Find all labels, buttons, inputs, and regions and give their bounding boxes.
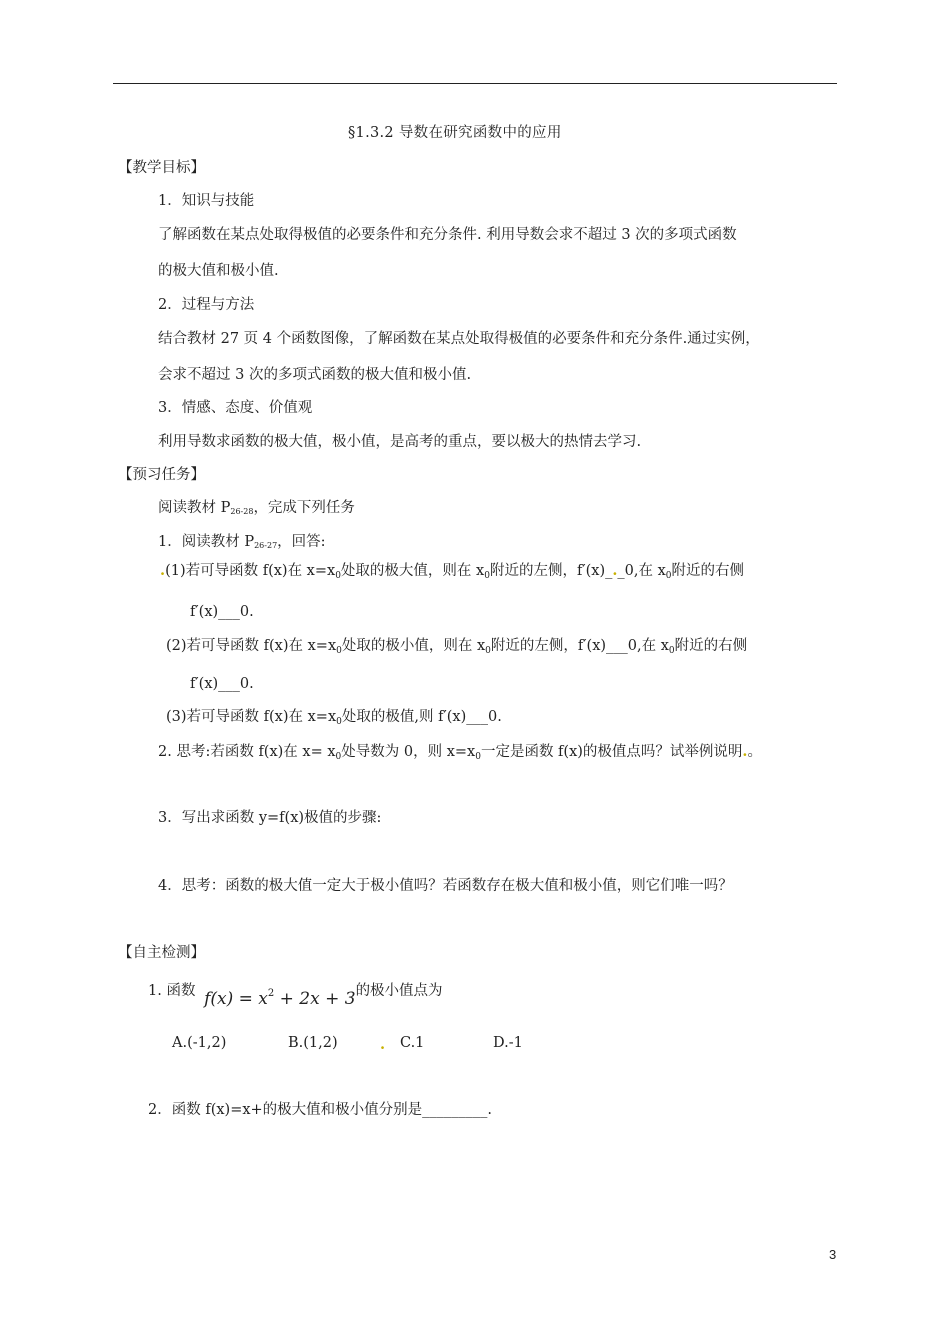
page-number: 3 bbox=[829, 1247, 837, 1262]
goal-3-heading: 3．情感、态度、价值观 bbox=[158, 400, 313, 416]
question-1-2 bbox=[166, 637, 747, 660]
q2-text-b: 处导数为 0，则 x=x bbox=[341, 744, 476, 760]
question-1-2-line-2: f′(x)___0. bbox=[190, 676, 254, 692]
question-4: 4．思考：函数的极大值一定大于极小值吗？若函数存在极大值和极小值，则它们唯一吗？ bbox=[158, 878, 733, 894]
q1-1-text-d: _0,在 x bbox=[617, 563, 666, 579]
question-1-1-line-2: f′(x)___0. bbox=[190, 604, 254, 620]
check-1-text-b: 的极小值点为 bbox=[355, 983, 443, 999]
q1-3-text-b: 处取的极值,则 f′(x)___0. bbox=[341, 709, 502, 725]
question-1-1 bbox=[160, 562, 744, 585]
goal-2-heading: 2．过程与方法 bbox=[158, 297, 255, 313]
option-c: C.1 bbox=[400, 1035, 425, 1051]
q2-text-c: 一定是函数 f(x)的极值点吗？试举例说明 bbox=[480, 744, 743, 760]
q1-2-text-d: 附近的右侧 bbox=[674, 638, 748, 654]
preview-intro-subscript: 26-28 bbox=[230, 507, 254, 516]
option-d: D.-1 bbox=[493, 1035, 523, 1051]
highlight-mark-3: . bbox=[742, 743, 748, 760]
goal-1-line-1: 了解函数在某点处取得极值的必要条件和充分条件. 利用导数会求不超过 3 次的多项式函数 bbox=[158, 227, 737, 243]
formula-f: f bbox=[204, 989, 211, 1009]
preview-intro bbox=[158, 499, 355, 521]
goal-1-line-2: 的极大值和极小值. bbox=[158, 263, 279, 279]
q1-2-sub-3: 0 bbox=[668, 646, 675, 656]
question-1-subscript: 26-27 bbox=[254, 541, 278, 550]
q1-1-text-c: 附近的左侧，f′(x)_ bbox=[489, 563, 613, 579]
highlight-mark-2: . bbox=[612, 562, 618, 579]
highlight-mark: . bbox=[160, 562, 166, 579]
question-1-3 bbox=[166, 708, 502, 731]
goal-3-line-1: 利用导数求函数的极大值，极小值，是高考的重点，要以极大的热情去学习. bbox=[158, 434, 642, 450]
option-b: B.(1,2) bbox=[288, 1035, 338, 1051]
question-1-text-b: ，回答: bbox=[277, 534, 326, 550]
q1-1-text-e: 附近的右侧 bbox=[671, 563, 745, 579]
check-1-formula bbox=[204, 989, 356, 1009]
highlight-mark-4: . bbox=[380, 1036, 386, 1053]
goal-2-line-1: 结合教材 27 页 4 个函数图像，了解函数在某点处取得极值的必要条件和充分条件.通过实例， bbox=[158, 331, 760, 347]
question-1-text-a: 1．阅读教材 P bbox=[158, 534, 255, 550]
question-1 bbox=[158, 533, 326, 555]
section-goals: 【教学目标】 bbox=[118, 160, 205, 176]
q2-text-a: 2. 思考:若函数 f(x)在 x= x bbox=[158, 744, 336, 760]
q1-2-text-b: 处取的极小值，则在 x bbox=[341, 638, 486, 654]
preview-intro-text-a: 阅读教材 P bbox=[158, 500, 231, 516]
check-question-1 bbox=[148, 976, 443, 1009]
preview-intro-text-b: ，完成下列任务 bbox=[253, 500, 355, 516]
q1-1-sub-2: 0 bbox=[484, 571, 490, 581]
check-question-2: 2．函数 f(x)=x+的极大值和极小值分别是_________. bbox=[148, 1102, 493, 1118]
question-3: 3．写出求函数 y=f(x)极值的步骤: bbox=[158, 810, 382, 826]
q1-2-text-a: (2)若可导函数 f(x)在 x=x bbox=[166, 638, 337, 654]
check-1-text-a: 1. 函数 bbox=[148, 983, 196, 999]
formula-exponent: 2 bbox=[267, 988, 275, 999]
section-self-check: 【自主检测】 bbox=[118, 945, 205, 961]
q1-3-sub-1: 0 bbox=[336, 717, 342, 727]
q1-1-text-b: 处取的极大值，则在 x bbox=[340, 563, 485, 579]
q2-text-d: 。 bbox=[747, 744, 762, 760]
q2-sub-2: 0 bbox=[475, 752, 481, 762]
q2-sub-1: 0 bbox=[335, 752, 342, 762]
q1-1-sub-1: 0 bbox=[335, 571, 341, 581]
goal-1-heading: 1．知识与技能 bbox=[158, 193, 255, 209]
formula-part-c: + 2x + 3 bbox=[274, 989, 356, 1009]
question-2 bbox=[158, 743, 762, 766]
q1-3-text-a: (3)若可导函数 f(x)在 x=x bbox=[166, 709, 337, 725]
q1-2-sub-1: 0 bbox=[336, 646, 342, 656]
header-rule bbox=[113, 83, 837, 84]
section-preview: 【预习任务】 bbox=[118, 467, 205, 483]
q1-1-sub-3: 0 bbox=[665, 571, 672, 581]
q1-2-text-c: 附近的左侧，f′(x)___0,在 x bbox=[490, 638, 669, 654]
q1-2-sub-2: 0 bbox=[485, 646, 491, 656]
goal-2-line-2: 会求不超过 3 次的多项式函数的极大值和极小值. bbox=[158, 367, 472, 383]
page-title: §1.3.2 导数在研究函数中的应用 bbox=[348, 125, 562, 141]
option-a: A.(-1,2) bbox=[172, 1035, 227, 1051]
q1-1-text-a: (1)若可导函数 f(x)在 x=x bbox=[165, 563, 336, 579]
formula-part-b: (x) = x bbox=[210, 989, 268, 1009]
